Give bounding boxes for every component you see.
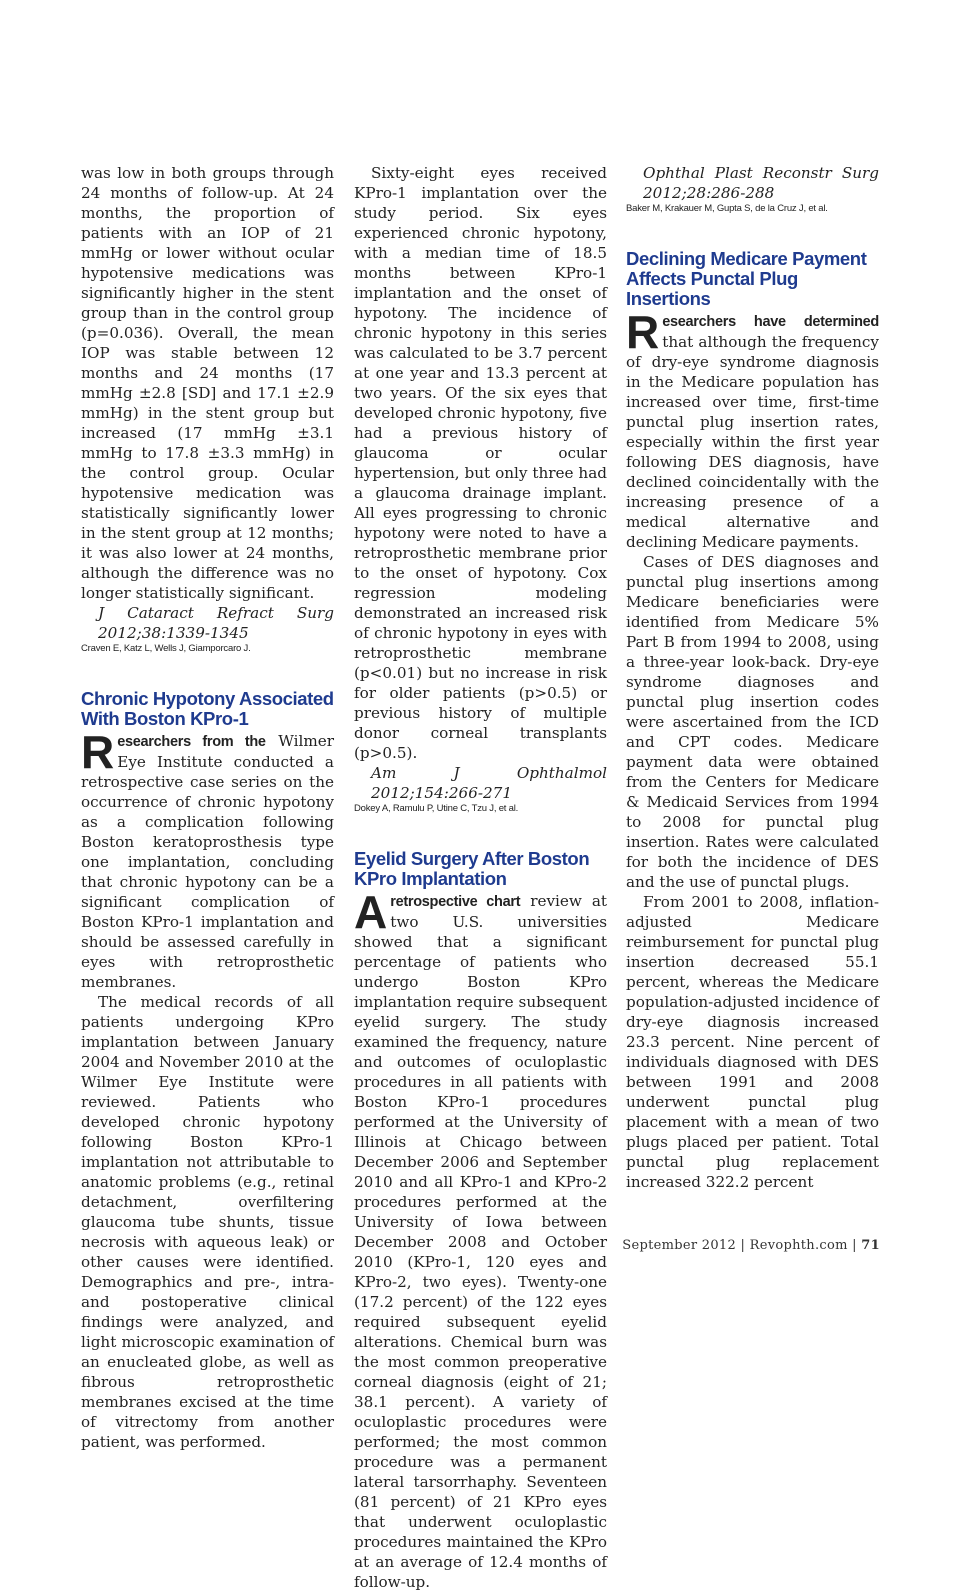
body-paragraph: The medical records of all patients undergoing KPro implantation between January 2004 and November 2010 at the Wilmer Eye Institute were reviewed. Patients who developed chronic hypotony following Boston KPro-1 implantation not attributable to anatomic problems (e.g., retinal detachment, overfiltering glaucoma tube shunts, tissue necrosis with aqueous leak) or other causes were identified. Demographics and pre-, intra- and postoperative clinical findings were analyzed, and light microscopic examination of an enucleated globe, as well as fibrous retroprosthetic membranes excised at the time of vitrectomy from another patient, was performed. <box>81 993 334 1451</box>
journal-citation: Am J Ophthalmol 2012;154:266-271 <box>371 764 607 802</box>
citation-authors: Craven E, Katz L, Wells J, Giamporcaro J. <box>81 643 251 654</box>
body-paragraph: From 2001 to 2008, inflation-adjusted Medicare reimbursement for punctal plug insertion decreased 55.1 percent, whereas the Medicare population-adjusted incidence of dry-eye diagnosis increased 23.3 percent. Nine percent of individuals diagnosed with DES between 1991 and 2008 underwent punctal plug placement with a mean of two plugs placed per patient. Total punctal plug replacement increased 322.2 percent <box>626 893 879 1191</box>
journal-citation: J Cataract Refract Surg 2012;38:1339-1345 <box>98 604 334 642</box>
lead-in: esearchers from the <box>117 734 266 750</box>
lead-in: retrospective chart <box>390 894 521 910</box>
issue-date: September 2012 <box>622 1238 737 1253</box>
body-paragraph: Researchers have determined that although the frequency of dry-eye syndrome diagnosis in the Medicare population has increased over time, first-time punctal plug insertion rates, especially within the first year following DES diagnosis, have declined coincidentally with the increasing presence of a medical alternative and declining Medicare payments. <box>626 306 879 551</box>
column-2 <box>354 163 607 1592</box>
article-title: Declining Medicare Payment Affects Punctal Plug Insertions <box>626 248 867 309</box>
article-title: Eyelid Surgery After Boston KPro Implantation <box>354 848 590 889</box>
body-paragraph: Cases of DES diagnoses and punctal plug insertions among Medicare beneficiaries were identified from Medicare 5% Part B from 1994 to 2008, using a three-year look-back. Dry-eye syndrome diagnoses and punctal plug insertion codes were ascertained from the ICD and CPT codes. Medicare payment data were obtained from the Centers for Medicare & Medicaid Services from 1994 to 2008 for punctal plug insertion. Rates were calculated for both the incidence of DES and the use of punctal plugs. <box>626 553 879 891</box>
page-footer: September 2012 | Revophth.com | 71 <box>622 1238 880 1253</box>
body-paragraph: Researchers from the Wilmer Eye Institute conducted a retrospective case series on the occurrence of chronic hypotony as a complication following Boston keratoprosthesis type one implantation, concluding that chronic hypotony can be a significant complication of Boston KPro-1 implantation and should be assessed carefully in eyes with retroprosthetic membranes. <box>81 726 334 991</box>
body-paragraph: Sixty-eight eyes received KPro-1 implantation over the study period. Six eyes experienced chronic hypotony, with a median time of 18.5 months between KPro-1 implantation and the onset of hypotony. The incidence of chronic hypotony in this series was calculated to be 3.7 percent at one year and 13.3 percent at two years. Of the six eyes that developed chronic hypotony, five had a previous history of glaucoma or ocular hypertension, but only three had a glaucoma drainage implant. All eyes progressing to chronic hypotony were noted to have a retroprosthetic membrane prior to the onset of hypotony. Cox regression modeling demonstrated an increased risk of chronic hypotony in eyes with retroprosthetic membrane (p<0.01) but no increase in risk for older patients (p>0.5) or previous history of multiple donor corneal transplants (p>0.5). <box>354 164 607 762</box>
column-3 <box>626 163 879 1192</box>
drop-cap: R <box>626 306 660 358</box>
body-paragraph: Aretrospective chart review at two U.S. universities showed that a significant percentage of patients who undergo Boston KPro implantation require subsequent eyelid surgery. The study examined the frequency, nature and outcomes of oculoplastic procedures in all patients with Boston KPro-1 procedures performed at the University of Illinois at Chicago between December 2006 and September 2010 and all KPro-1 and KPro-2 procedures performed at the University of Iowa between December 2008 and October 2010 (KPro-1, 120 eyes and KPro-2, two eyes). Twenty-one (17.2 percent) of the 122 eyes required subsequent eyelid alterations. Chemical burn was the most common preoperative corneal diagnosis (eight of 21; 38.1 percent). A variety of oculoplastic procedures were performed; the most common procedure was a permanent lateral tarsorrhaphy. Seventeen (81 percent) of 21 KPro eyes that underwent oculoplastic procedures maintained the KPro at an average of 12.4 months of follow-up. <box>354 886 607 1591</box>
drop-cap: R <box>81 726 115 778</box>
citation-authors: Dokey A, Ramulu P, Utine C, Tzu J, et al. <box>354 803 519 814</box>
article-title: Chronic Hypotony Associated With Boston KPro-1 <box>81 688 334 729</box>
column-1 <box>81 163 334 1452</box>
citation-authors: Baker M, Krakauer M, Gupta S, de la Cruz J, et al. <box>626 203 828 214</box>
site-name: Revophth.com <box>749 1238 848 1253</box>
journal-citation: Ophthal Plast Reconstr Surg 2012;28:286-288 <box>643 164 879 202</box>
drop-cap: A <box>354 886 388 938</box>
lead-in: esearchers have determined <box>662 314 879 330</box>
body-paragraph: was low in both groups through 24 months of follow-up. At 24 months, the proportion of patients with an IOP of 21 mmHg or lower without ocular hypotensive medications was significantly higher in the stent group than in the control group (p=0.036). Overall, the mean IOP was stable between 12 months and 24 months (17 mmHg ±2.8 [SD] and 17.1 ±2.9 mmHg) in the stent group but increased (17 mmHg ±3.1 mmHg to 17.8 ±3.3 mmHg) in the control group. Ocular hypotensive medication was statistically significantly lower in the stent group at 12 months; it was also lower at 24 months, although the difference was no longer statistically significant. <box>81 164 334 602</box>
page-number: 71 <box>861 1238 880 1253</box>
